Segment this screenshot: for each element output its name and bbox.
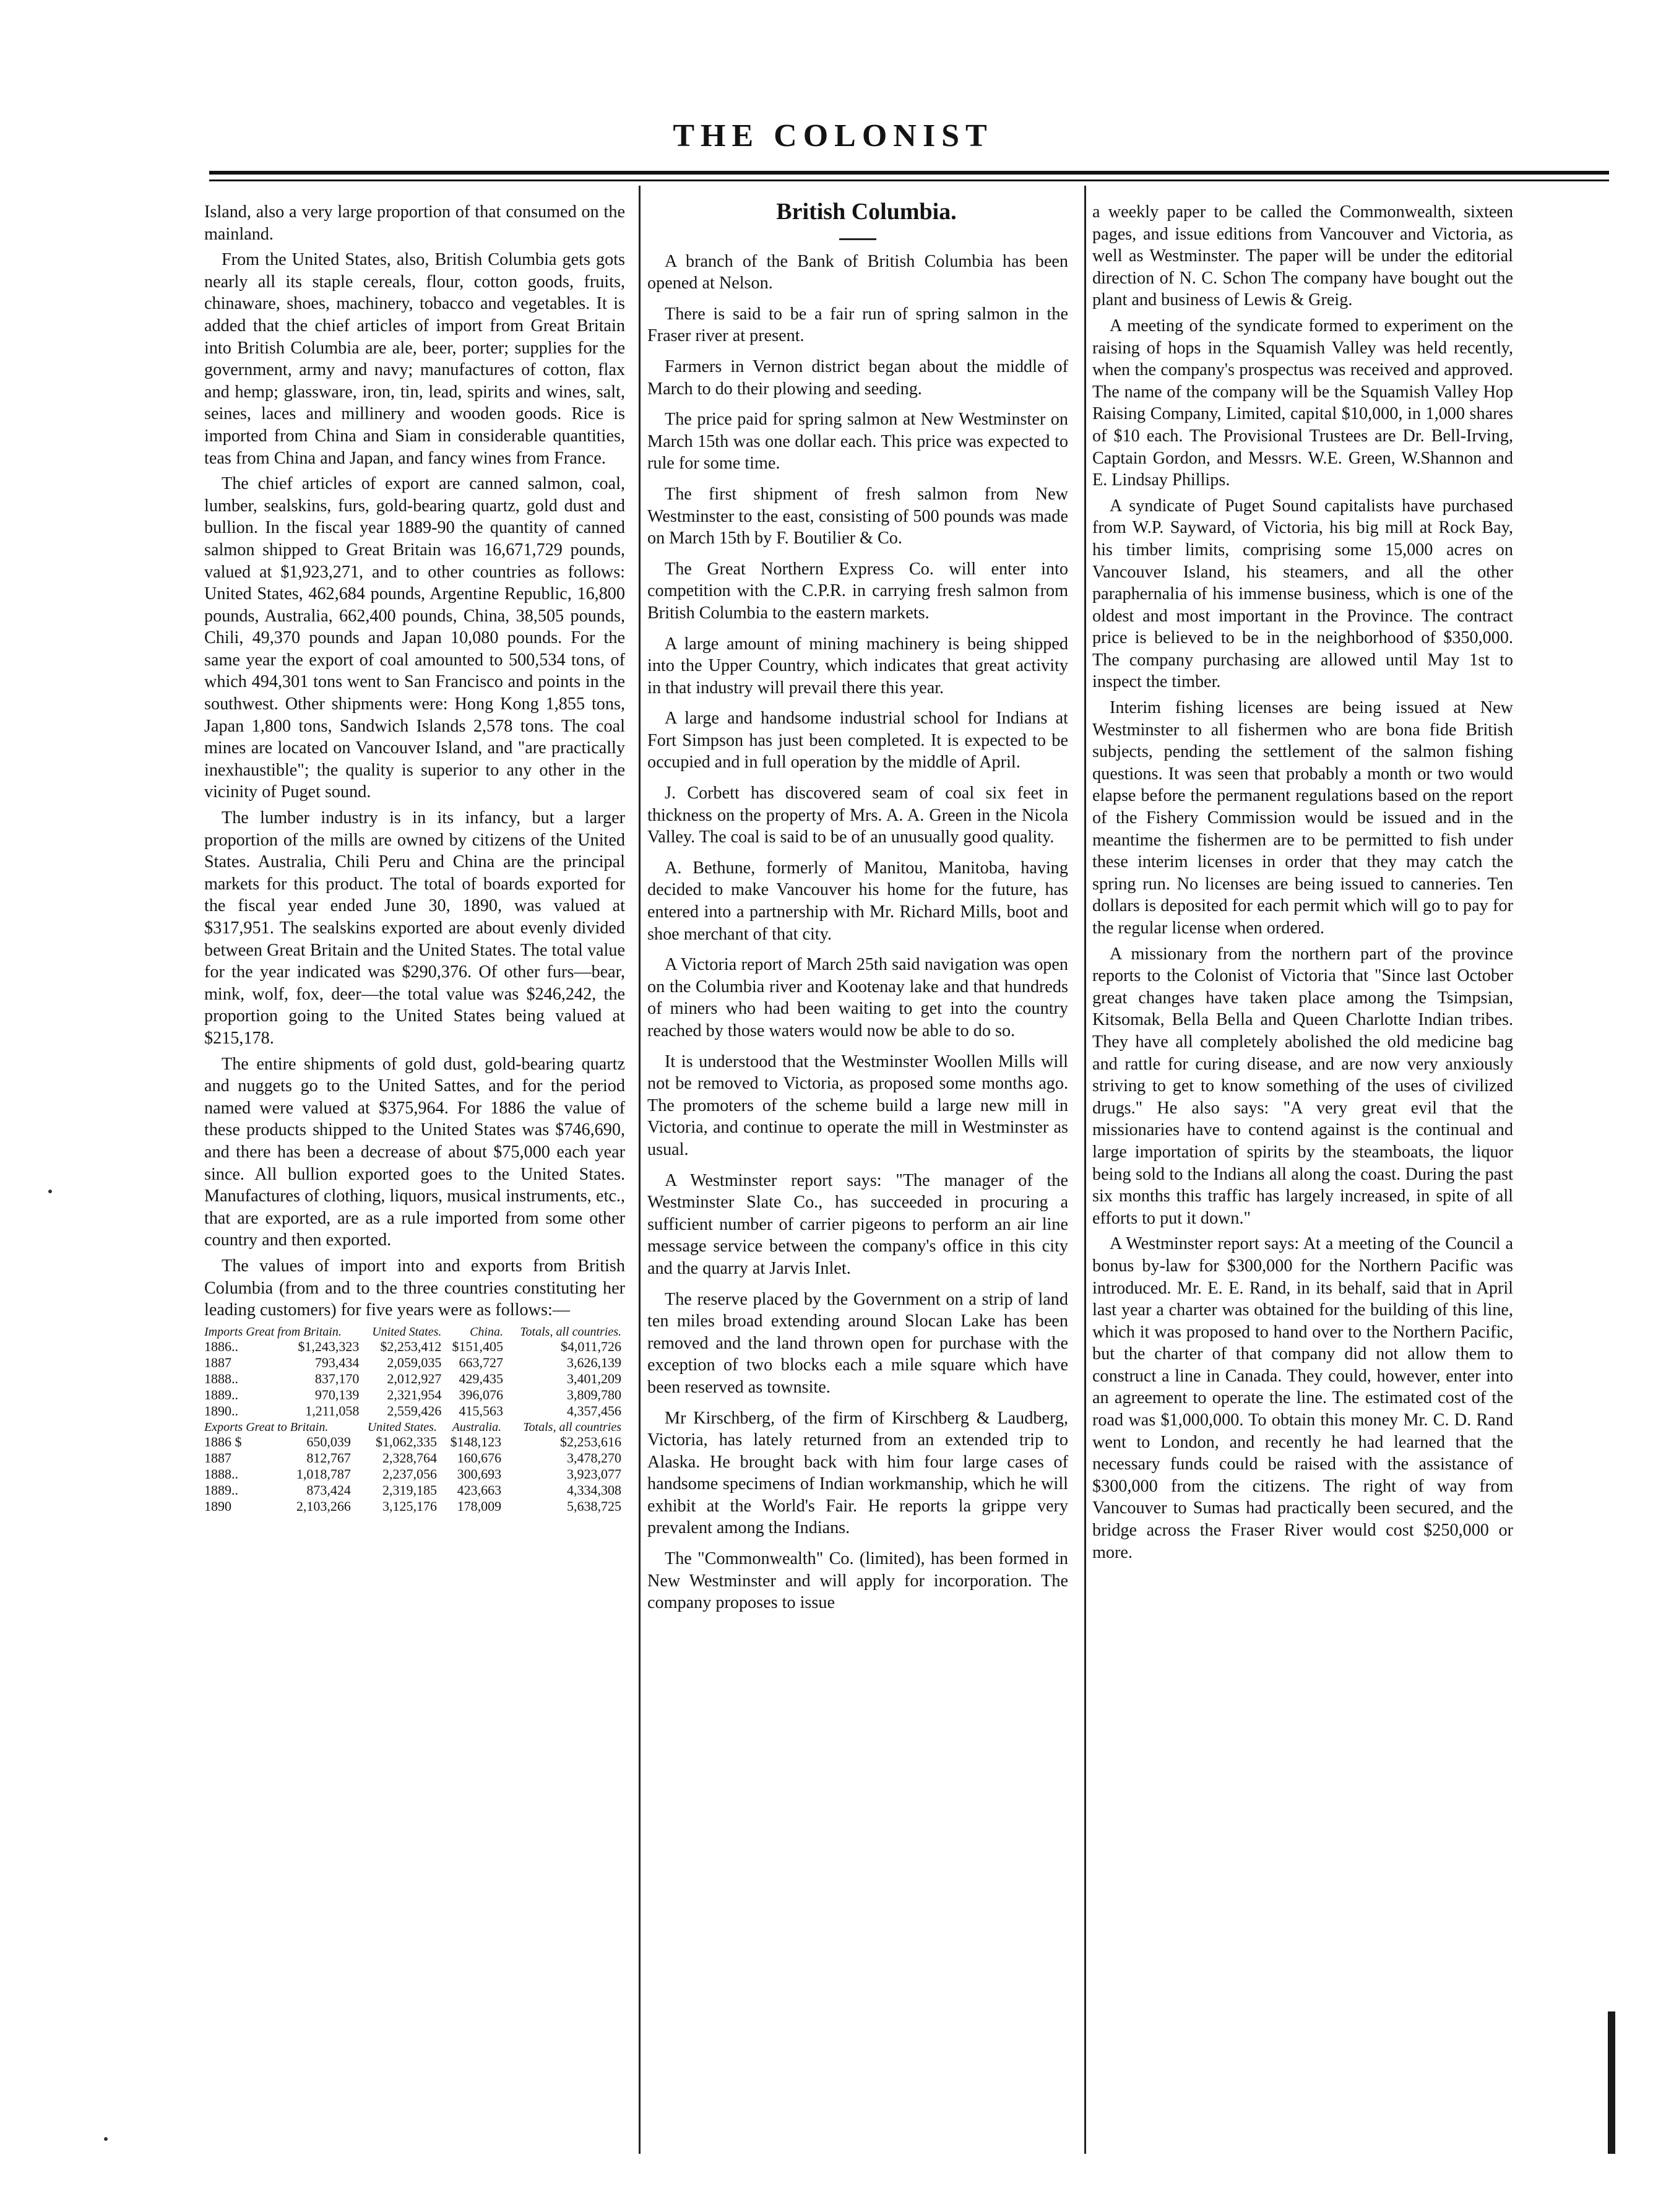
table-header: Exports Great to Britain. [204,1420,329,1434]
table-cell: 1888.. [204,1466,238,1482]
table-header: China. [470,1324,503,1339]
table-cell: 2,328,764 [382,1449,437,1466]
table-cell: 429,435 [459,1370,503,1386]
table-row [204,1403,625,1419]
table-cell: 300,693 [457,1466,502,1482]
table-cell: $4,011,726 [560,1338,621,1354]
article-paragraph: The chief articles of export are canned salmon, coal, lumber, sealskins, furs, gold-bearing quartz, gold dust and bullion. In the fiscal year 1889-90 the quantity of canned salmon shipped to Great Britain was 16,671,729 pounds, valued at $1,923,271, and to other countries as follows: United States, 462,684 pounds, Argentine Republic, 16,800 pounds, Australia, 662,400 pounds, China, 38,505 pounds, Chili, 49,370 pounds and Japan 10,080 pounds. For the same year the export of coal amounted to 500,534 tons, of which 494,301 tons went to San Francisco and points in the southwest. Other shipments were: Hong Kong 1,855 tons, Japan 1,800 tons, Sandwich Islands 2,578 tons. The coal mines are located on Vancouver Island, and "are practically inexhaustible"; the quality is superior to any other in the vicinity of Puget sound. [204,474,625,802]
article-paragraph: A large and handsome industrial school for Indians at Fort Simpson has just been completed. It is expected to be occupied and in full operation by the middle of April. [647,709,1068,772]
article-paragraph: A syndicate of Puget Sound capitalists have purchased from W.P. Sayward, of Victoria, his big mill at Rock Bay, his timber limits, comprising some 15,000 acres on Vancouver Island, his steamers, and all the other paraphernalia of his immense business, which is one of the oldest and most important in the Province. The contract price is believed to be in the neighborhood of $350,000. The company purchasing are allowed until May 1st to inspect the timber. [1092,496,1513,692]
article-paragraph: From the United States, also, British Columbia gets gots nearly all its staple cereals, flour, cotton goods, fruits, chinaware, shoes, machinery, tobacco and vegetables. It is added that the chief articles of import from Great Britain into British Columbia are ale, beer, porter; supplies for the government, army and navy; manufactures of cotton, flax and hemp; glassware, iron, tin, lead, spirits and wines, salt, seines, laces and millinery and wooden goods. Rice is imported from China and Siam in considerable quantities, teas from China and Japan, and fancy wines from France. [204,250,625,468]
imports-table [204,1325,625,1419]
article-paragraph: The reserve placed by the Government on a strip of land ten miles broad extending around Slocan Lake has been removed and the land thrown open for purchase with the exception of two blocks each a mile square which have been reserved as townsite. [647,1289,1068,1397]
table-header: Imports Great from Britain. [204,1324,342,1339]
table-cell: 650,039 [306,1433,351,1449]
article-paragraph: The price paid for spring salmon at New Westminster on March 15th was one dollar each. This price was expected to rule for some time. [647,410,1068,473]
article-paragraph: The entire shipments of gold dust, gold-bearing quartz and nuggets go to the United Sattes, and for the period named were valued at $375,964. For 1886 the value of these products shipped to the United States was $746,690, and there has been a decrease of about $75,000 each year since. All bullion exported goes to the United States. Manufactures of clothing, liquors, musical instruments, etc., that are exported, are as a rule imported from some other country and then exported. [204,1054,625,1250]
table-cell: 2,319,185 [382,1482,437,1498]
article-paragraph: It is understood that the Westminster Woollen Mills will not be removed to Victoria, as proposed some months ago. The promoters of the scheme build a large new mill in Victoria, and continue to operate the mill in Westminster as usual. [647,1052,1068,1159]
article-paragraph: The values of import into and exports from British Columbia (from and to the three countries constituting her leading customers) for five years were as follows:— [204,1256,625,1320]
table-cell: 3,809,780 [567,1386,621,1402]
column-divider [639,186,641,2154]
article-paragraph: The "Commonwealth" Co. (limited), has been formed in New Westminster and will apply for incorporation. The company proposes to issue [647,1549,1068,1613]
table-cell: 4,334,308 [567,1482,621,1498]
article-paragraph: A branch of the Bank of British Columbia has been opened at Nelson. [647,251,1068,293]
article-paragraph: There is said to be a fair run of spring salmon in the Fraser river at present. [647,304,1068,346]
article-paragraph: A Victoria report of March 25th said navigation was open on the Columbia river and Kootenay lake and that hundreds of miners who had been waiting to get into the country reached by those waters would now be able to do so. [647,955,1068,1040]
exports-table [204,1420,625,1514]
table-cell: 1887 [204,1449,231,1466]
table-cell: 873,424 [306,1482,351,1498]
table-cell: 1886 $ [204,1433,242,1449]
table-cell: 2,321,954 [387,1386,442,1402]
article-paragraph: J. Corbett has discovered seam of coal six feet in thickness on the property of Mrs. A. A. Green in the Nicola Valley. The coal is said to be of an unusually good quality. [647,784,1068,847]
table-header: United States. [372,1324,442,1339]
table-cell: $2,253,412 [380,1338,442,1354]
table-cell: 1886.. [204,1338,238,1354]
table-cell: 1,211,058 [305,1402,360,1419]
heading-rule [647,232,1068,244]
table-cell: 1888.. [204,1370,238,1386]
table-cell: 1890 [204,1498,231,1514]
table-cell: 3,923,077 [567,1466,621,1482]
table-cell: $1,243,323 [298,1338,360,1354]
section-heading: British Columbia. [776,199,957,225]
article-paragraph: A missionary from the northern part of the province reports to the Colonist of Victoria that "Since last October great changes have taken place among the Tsimpsian, Kitsomak, Bella Bella and Queen Charlotte Indian tribes. They have all completely abolished the old medicine bag and rattle for curing disease, and are now very anxiously striving to get to know something of the uses of civilized drugs." He also says: "A very great evil that the missionaries have to contend against is the continual and large importation of spirits by the steamboats, the liquor being sold to the Indians all along the coast. During the past six months this traffic has largely increased, in spite of all efforts to put it down." [1092,944,1513,1228]
table-cell: 178,009 [457,1498,502,1514]
scan-speck [104,2137,108,2141]
table-cell: 4,357,456 [567,1402,621,1419]
article-paragraph: The first shipment of fresh salmon from New Westminster to the east, consisting of 500 pounds was made on March 15th by F. Boutilier & Co. [647,484,1068,548]
table-cell: $148,123 [450,1433,502,1449]
article-paragraph: Farmers in Vernon district began about the middle of March to do their plowing and seeding. [647,356,1068,399]
table-row [204,1339,625,1355]
table-row [204,1450,625,1466]
article-paragraph: Island, also a very large proportion of that consumed on the mainland. [204,202,625,244]
table-cell: $1,062,335 [375,1433,437,1449]
table-cell: 2,059,035 [387,1354,442,1370]
table-cell: $2,253,616 [560,1433,621,1449]
table-cell: 423,663 [457,1482,502,1498]
table-cell: 5,638,725 [567,1498,621,1514]
table-cell: 1890.. [204,1402,238,1419]
article-paragraph: Interim fishing licenses are being issued at New Westminster to all fishermen who are bona fide British subjects, pending the settlement of the salmon fishing questions. It was seen that probably a month or two would elapse before the permanent regulations based on the report of the Fishery Commission would be issued and in the meantime the fishermen are to be permitted to fish under these interim licenses in order that they may catch the spring run. No licenses are being issued to canneries. Ten dollars is deposited for each permit which will go to pay for the regular license when ordered. [1092,698,1513,938]
table-cell: 1887 [204,1354,231,1370]
scan-speck [48,1190,52,1193]
table-row [204,1466,625,1482]
article-paragraph: a weekly paper to be called the Commonwealth, sixteen pages, and issue editions from Vancouver and Victoria, as well as Westminster. The paper will be under the editorial direction of N. C. Schon The company have bought out the plant and business of Lewis & Greig. [1092,202,1513,310]
table-row [204,1482,625,1498]
scan-edge-mark [1608,2011,1615,2154]
table-cell: 1889.. [204,1386,238,1402]
table-cell: 1,018,787 [296,1466,351,1482]
table-cell: 793,434 [314,1354,360,1370]
table-cell: 160,676 [457,1449,502,1466]
table-cell: 396,076 [459,1386,503,1402]
table-row [204,1498,625,1514]
table-row [204,1434,625,1450]
table-cell: 2,103,266 [296,1498,351,1514]
table-cell: 2,012,927 [387,1370,442,1386]
table-header: United States. [367,1420,437,1434]
table-cell: 2,559,426 [387,1402,442,1419]
table-header: Totals, all countries [523,1420,621,1434]
table-header: Australia. [452,1420,502,1434]
table-cell: 3,401,209 [567,1370,621,1386]
table-header-row [204,1420,625,1434]
table-header: Totals, all countries. [520,1324,621,1339]
article-paragraph: The Great Northern Express Co. will enter into competition with the C.P.R. in carrying fresh salmon from British Columbia to the eastern markets. [647,559,1068,623]
table-row [204,1371,625,1387]
column-3 [1092,201,1513,1567]
column-divider [1084,186,1086,2154]
article-paragraph: Mr Kirschberg, of the firm of Kirschberg & Laudberg, Victoria, has lately returned from an extended trip to Alaska. He brought back with him four large cases of handsome specimens of Indian workmanship, which he will exhibit at the World's Fair. He reports la grippe very prevalent among the Indians. [647,1408,1068,1538]
table-header-row [204,1325,625,1339]
article-paragraph: A Westminster report says: "The manager of the Westminster Slate Co., has succeeded in procuring a sufficient number of carrier pigeons to perform an air line message service between the company's office in this city and the quarry at Jarvis Inlet. [647,1170,1068,1278]
article-paragraph: A Westminster report says: At a meeting of the Council a bonus by-law for $300,000 for the Northern Pacific was introduced. Mr. E. E. Rand, in its behalf, said that in April last year a charter was obtained for the building of this line, which it was proposed to hand over to the Northern Pacific, but the charter of that company did not allow them to construct a line in Canada. They could, however, enter into an agreement to operate the line. The estimated cost of the road was $1,000,000. To obtain this money Mr. C. D. Rand went to London, and recently he had learned that the necessary funds could be raised with the assistance of $300,000 from the citizens. The right of way from Vancouver to Sumas had practically been secured, and the bridge across the Fraser River would cost $250,000 or more. [1092,1234,1513,1562]
article-paragraph: The lumber industry is in its infancy, but a larger proportion of the mills are owned by citizens of the United States. Australia, Chili Peru and China are the principal markets for this product. The total of boards exported for the fiscal year ended June 30, 1890, was valued at $317,951. The sealskins exported are about evenly divided between Great Britain and the United States. The total value for the year indicated was $290,376. Of other furs—bear, mink, wolf, fox, deer—the total value was $246,242, the proportion going to the United States being valued at $215,178. [204,808,625,1048]
table-row [204,1387,625,1403]
table-cell: $151,405 [452,1338,503,1354]
article-paragraph: A. Bethune, formerly of Manitou, Manitoba, having decided to make Vancouver his home for the future, has entered into a partnership with Mr. Richard Mills, boot and shoe merchant of that city. [647,858,1068,944]
table-cell: 1889.. [204,1482,238,1498]
masthead-rule-thick [209,171,1609,175]
table-cell: 812,767 [306,1449,351,1466]
column-2 [647,201,1068,1623]
article-paragraph: A large amount of mining machinery is being shipped into the Upper Country, which indicates that great activity in that industry will prevail there this year. [647,634,1068,698]
table-cell: 3,478,270 [567,1449,621,1466]
table-cell: 837,170 [314,1370,360,1386]
table-cell: 663,727 [459,1354,503,1370]
table-cell: 2,237,056 [382,1466,437,1482]
table-cell: 415,563 [459,1402,503,1419]
masthead: THE COLONIST [673,118,993,153]
table-row [204,1355,625,1371]
article-paragraph: A meeting of the syndicate formed to experiment on the raising of hops in the Squamish Valley was held recently, when the company's prospectus was received and approved. The name of the company will be the Squamish Valley Hop Raising Company, Limited, capital $10,000, in 1,000 shares of $10 each. The Provisional Trustees are Dr. Bell-Irving, Captain Gordon, and Messrs. W.E. Green, W.Shannon and E. Lindsay Phillips. [1092,316,1513,490]
table-cell: 970,139 [314,1386,360,1402]
masthead-rule-thin [209,179,1609,181]
column-1 [204,201,625,1514]
table-cell: 3,125,176 [382,1498,437,1514]
table-cell: 3,626,139 [567,1354,621,1370]
